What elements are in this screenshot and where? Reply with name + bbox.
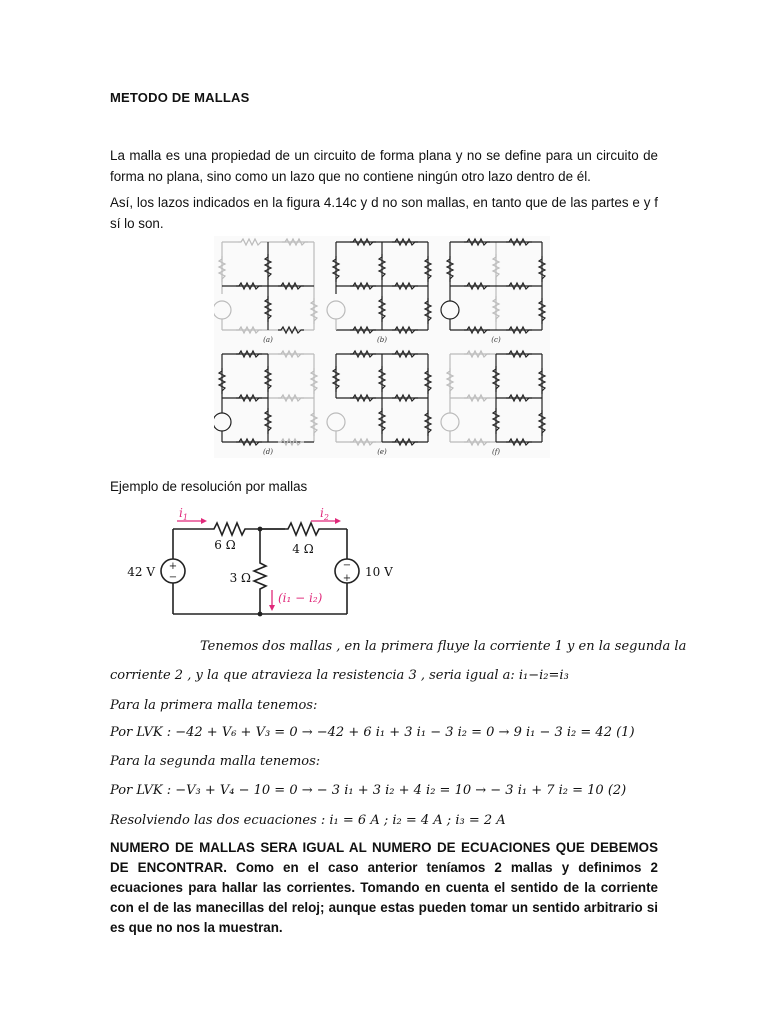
source-10v-minus: − — [342, 560, 352, 571]
math-line-3: Para la primera malla tenemos: — [110, 698, 318, 713]
math-line-6: Por LVK : −V₃ + V₄ − 10 = 0 → − 3 i₁ + 3 i₂ + 4 i₂ = 10 → − 3 i₁ + 7 i₂ = 10 (2) — [110, 783, 627, 798]
node-top — [258, 527, 263, 532]
math-line-7: Resolviendo las dos ecuaciones : i₁ = 6 A ; i₂ = 4 A ; i₃ = 2 A — [110, 813, 506, 828]
resistor-3ohm — [254, 560, 266, 592]
panel-label-a: (a) — [263, 336, 273, 344]
resistor-4ohm — [285, 523, 323, 535]
figure-panel-f — [441, 351, 545, 456]
current-i1-label: $i_1$ — [179, 506, 188, 522]
math-line-1: Tenemos dos mallas , en la primera fluye la corriente 1 y en la segunda la — [200, 639, 687, 654]
math-line-2: corriente 2 , y la que atravieza la resistencia 3 , seria igual a: i₁−i₂=i₃ — [110, 668, 569, 683]
mesh-figure-grid — [214, 236, 550, 458]
source-42v-plus: + — [168, 561, 178, 572]
label-6ohm: 6 Ω — [214, 538, 236, 552]
branch-current-label: (i₁ − i₂) — [278, 591, 323, 605]
label-3ohm: 3 Ω — [229, 571, 251, 585]
figure-panel-a — [214, 239, 317, 344]
figure-panel-d — [214, 351, 317, 456]
panel-label-c: (c) — [491, 336, 501, 344]
source-42v-minus: − — [168, 572, 178, 583]
figure-panel-e — [327, 351, 431, 456]
page-title: METODO DE MALLAS — [110, 90, 250, 105]
panel-label-e: (e) — [377, 448, 387, 456]
label-42v: 42 V — [127, 565, 155, 579]
math-line-4: Por LVK : −42 + V₆ + V₃ = 0 → −42 + 6 i₁ + 3 i₁ − 3 i₂ = 0 → 9 i₁ − 3 i₂ = 42 (1) — [110, 725, 635, 740]
math-line-5: Para la segunda malla tenemos: — [110, 754, 321, 769]
conclusion-paragraph: NUMERO DE MALLAS SERA IGUAL AL NUMERO DE ECUACIONES QUE DEBEMOS DE ENCONTRAR. Como en el caso anterior teníamos 2 mallas y definimos 2 ecuaciones para hallar las corrientes. Tomando en cuenta el sentido de la corriente con el de las manecillas del reloj; aunque estas pueden tomar un sentido arbitrario si es que no nos la muestran. — [110, 840, 658, 935]
source-10v-plus: + — [342, 573, 352, 584]
node-bottom — [258, 612, 263, 617]
panel-label-b: (b) — [377, 336, 387, 344]
figure-panel-b — [327, 239, 431, 344]
resistor-6ohm — [211, 523, 249, 535]
figure-panel-c — [441, 239, 545, 344]
label-4ohm: 4 Ω — [292, 542, 314, 556]
current-i2-label: $i_2$ — [320, 506, 329, 522]
label-10v: 10 V — [365, 565, 393, 579]
panel-label-d: (d) — [263, 448, 273, 456]
panel-label-f: (f) — [491, 448, 501, 456]
example-circuit — [115, 502, 435, 618]
intro-paragraph: La malla es una propiedad de un circuito de forma plana y no se define para un circuito de forma no plana, sino como un lazo que no contiene ningún otro lazo dentro de él. — [110, 148, 658, 184]
figure-reference-paragraph: Así, los lazos indicados en la figura 4.14c y d no son mallas, en tanto que de las partes e y f sí lo son. — [110, 195, 658, 231]
example-heading: Ejemplo de resolución por mallas — [110, 479, 308, 494]
